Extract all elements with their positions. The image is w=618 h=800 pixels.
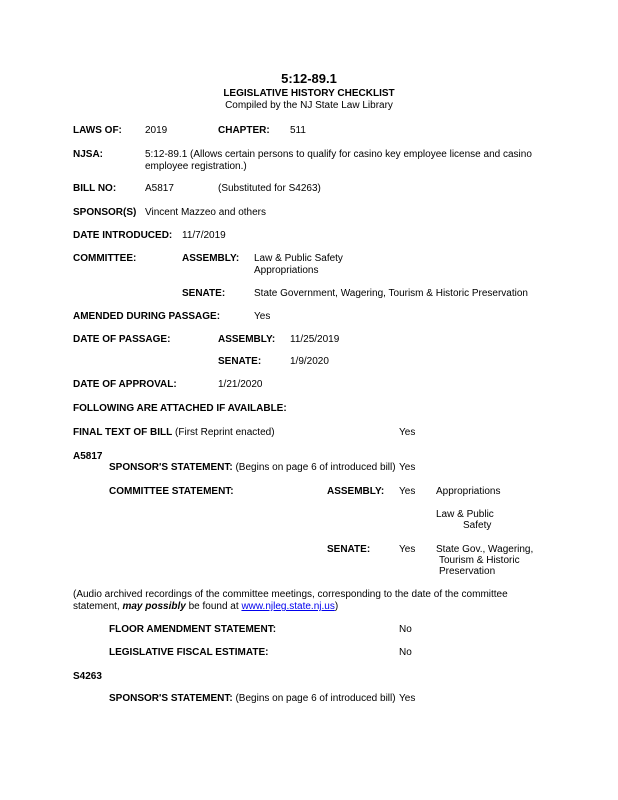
sponsor-value: Vincent Mazzeo and others (145, 207, 267, 218)
audio-note-post: ) (334, 601, 339, 612)
a5817-senate-committee-1: State Gov., Wagering, (436, 544, 534, 555)
committee-assembly-2: Appropriations (254, 265, 319, 276)
a5817-assembly-committee-2a: Law & Public (436, 509, 494, 520)
date-introduced-value: 11/7/2019 (182, 230, 226, 241)
committee-senate-label: SENATE: (182, 288, 226, 299)
audio-note-mid: be found at (185, 601, 242, 612)
sponsor-label: SPONSOR(S) (73, 207, 137, 218)
njsa-label: NJSA: (73, 149, 104, 160)
passage-senate-label: SENATE: (218, 356, 262, 367)
floor-amendment-value: No (399, 624, 412, 635)
s4263-sponsor-row (109, 693, 396, 705)
a5817-assembly-label: ASSEMBLY: (327, 486, 385, 497)
a5817-sponsor-value: Yes (399, 462, 416, 473)
passage-senate-value: 1/9/2020 (290, 356, 329, 367)
njsa-line-2: employee registration.) (145, 161, 247, 172)
a5817-assembly-committee-1: Appropriations (436, 486, 501, 497)
audio-note-pre: statement, (73, 601, 123, 612)
audio-note-emphasis: may possibly (122, 601, 186, 612)
fiscal-estimate-value: No (399, 647, 412, 658)
a5817-committee-label: COMMITTEE STATEMENT: (109, 486, 234, 497)
final-text-note: (First Reprint enacted) (175, 427, 275, 438)
bill-substitution-note: (Substituted for S4263) (218, 183, 321, 194)
s4263-heading: S4263 (73, 671, 102, 682)
amended-label: AMENDED DURING PASSAGE: (73, 311, 221, 322)
chapter-label: CHAPTER: (218, 125, 270, 136)
a5817-heading: A5817 (73, 451, 103, 462)
bill-no-label: BILL NO: (73, 183, 117, 194)
final-text-row (73, 427, 275, 439)
a5817-sponsor-note: (Begins on page 6 of introduced bill) (235, 462, 396, 473)
a5817-assembly-committee-2b: Safety (463, 520, 492, 531)
fiscal-estimate-label: LEGISLATIVE FISCAL ESTIMATE: (109, 647, 269, 658)
a5817-senate-label: SENATE: (327, 544, 371, 555)
s4263-sponsor-label: SPONSOR'S STATEMENT: (109, 693, 233, 704)
a5817-sponsor-row (109, 462, 396, 474)
a5817-sponsor-label: SPONSOR'S STATEMENT: (109, 462, 233, 473)
s4263-sponsor-value: Yes (399, 693, 416, 704)
date-of-approval-label: DATE OF APPROVAL: (73, 379, 177, 390)
a5817-senate-committee-2: Tourism & Historic (439, 555, 520, 566)
audio-note-line-2 (73, 601, 338, 613)
laws-of-value: 2019 (145, 125, 168, 136)
audio-note-line-1: (Audio archived recordings of the committee meetings, corresponding to the date of the committee (73, 589, 508, 600)
floor-amendment-label: FLOOR AMENDMENT STATEMENT: (109, 624, 277, 635)
committee-assembly-label: ASSEMBLY: (182, 253, 240, 264)
njleg-link[interactable]: www.njleg.state.nj.us (241, 601, 335, 612)
checklist-heading: LEGISLATIVE HISTORY CHECKLIST (223, 88, 395, 99)
chapter-value: 511 (290, 125, 306, 136)
laws-of-label: LAWS OF: (73, 125, 122, 136)
a5817-assembly-value: Yes (399, 486, 416, 497)
a5817-senate-committee-3: Preservation (439, 566, 496, 577)
a5817-senate-value: Yes (399, 544, 416, 555)
passage-assembly-label: ASSEMBLY: (218, 334, 276, 345)
s4263-sponsor-note: (Begins on page 6 of introduced bill) (235, 693, 396, 704)
page-title: 5:12-89.1 (281, 71, 337, 86)
final-text-value: Yes (399, 427, 416, 438)
amended-value: Yes (254, 311, 271, 322)
date-of-passage-label: DATE OF PASSAGE: (73, 334, 171, 345)
final-text-label: FINAL TEXT OF BILL (73, 427, 173, 438)
date-of-approval-value: 1/21/2020 (218, 379, 263, 390)
attached-heading: FOLLOWING ARE ATTACHED IF AVAILABLE: (73, 403, 287, 414)
date-introduced-label: DATE INTRODUCED: (73, 230, 173, 241)
committee-label: COMMITTEE: (73, 253, 137, 264)
committee-assembly-1: Law & Public Safety (254, 253, 343, 264)
bill-no-value: A5817 (145, 183, 174, 194)
compiled-by: Compiled by the NJ State Law Library (225, 100, 393, 111)
committee-senate-value: State Government, Wagering, Tourism & Historic Preservation (254, 288, 528, 299)
njsa-line-1: 5:12-89.1 (Allows certain persons to qualify for casino key employee license and casino (145, 149, 532, 160)
passage-assembly-value: 11/25/2019 (290, 334, 340, 345)
